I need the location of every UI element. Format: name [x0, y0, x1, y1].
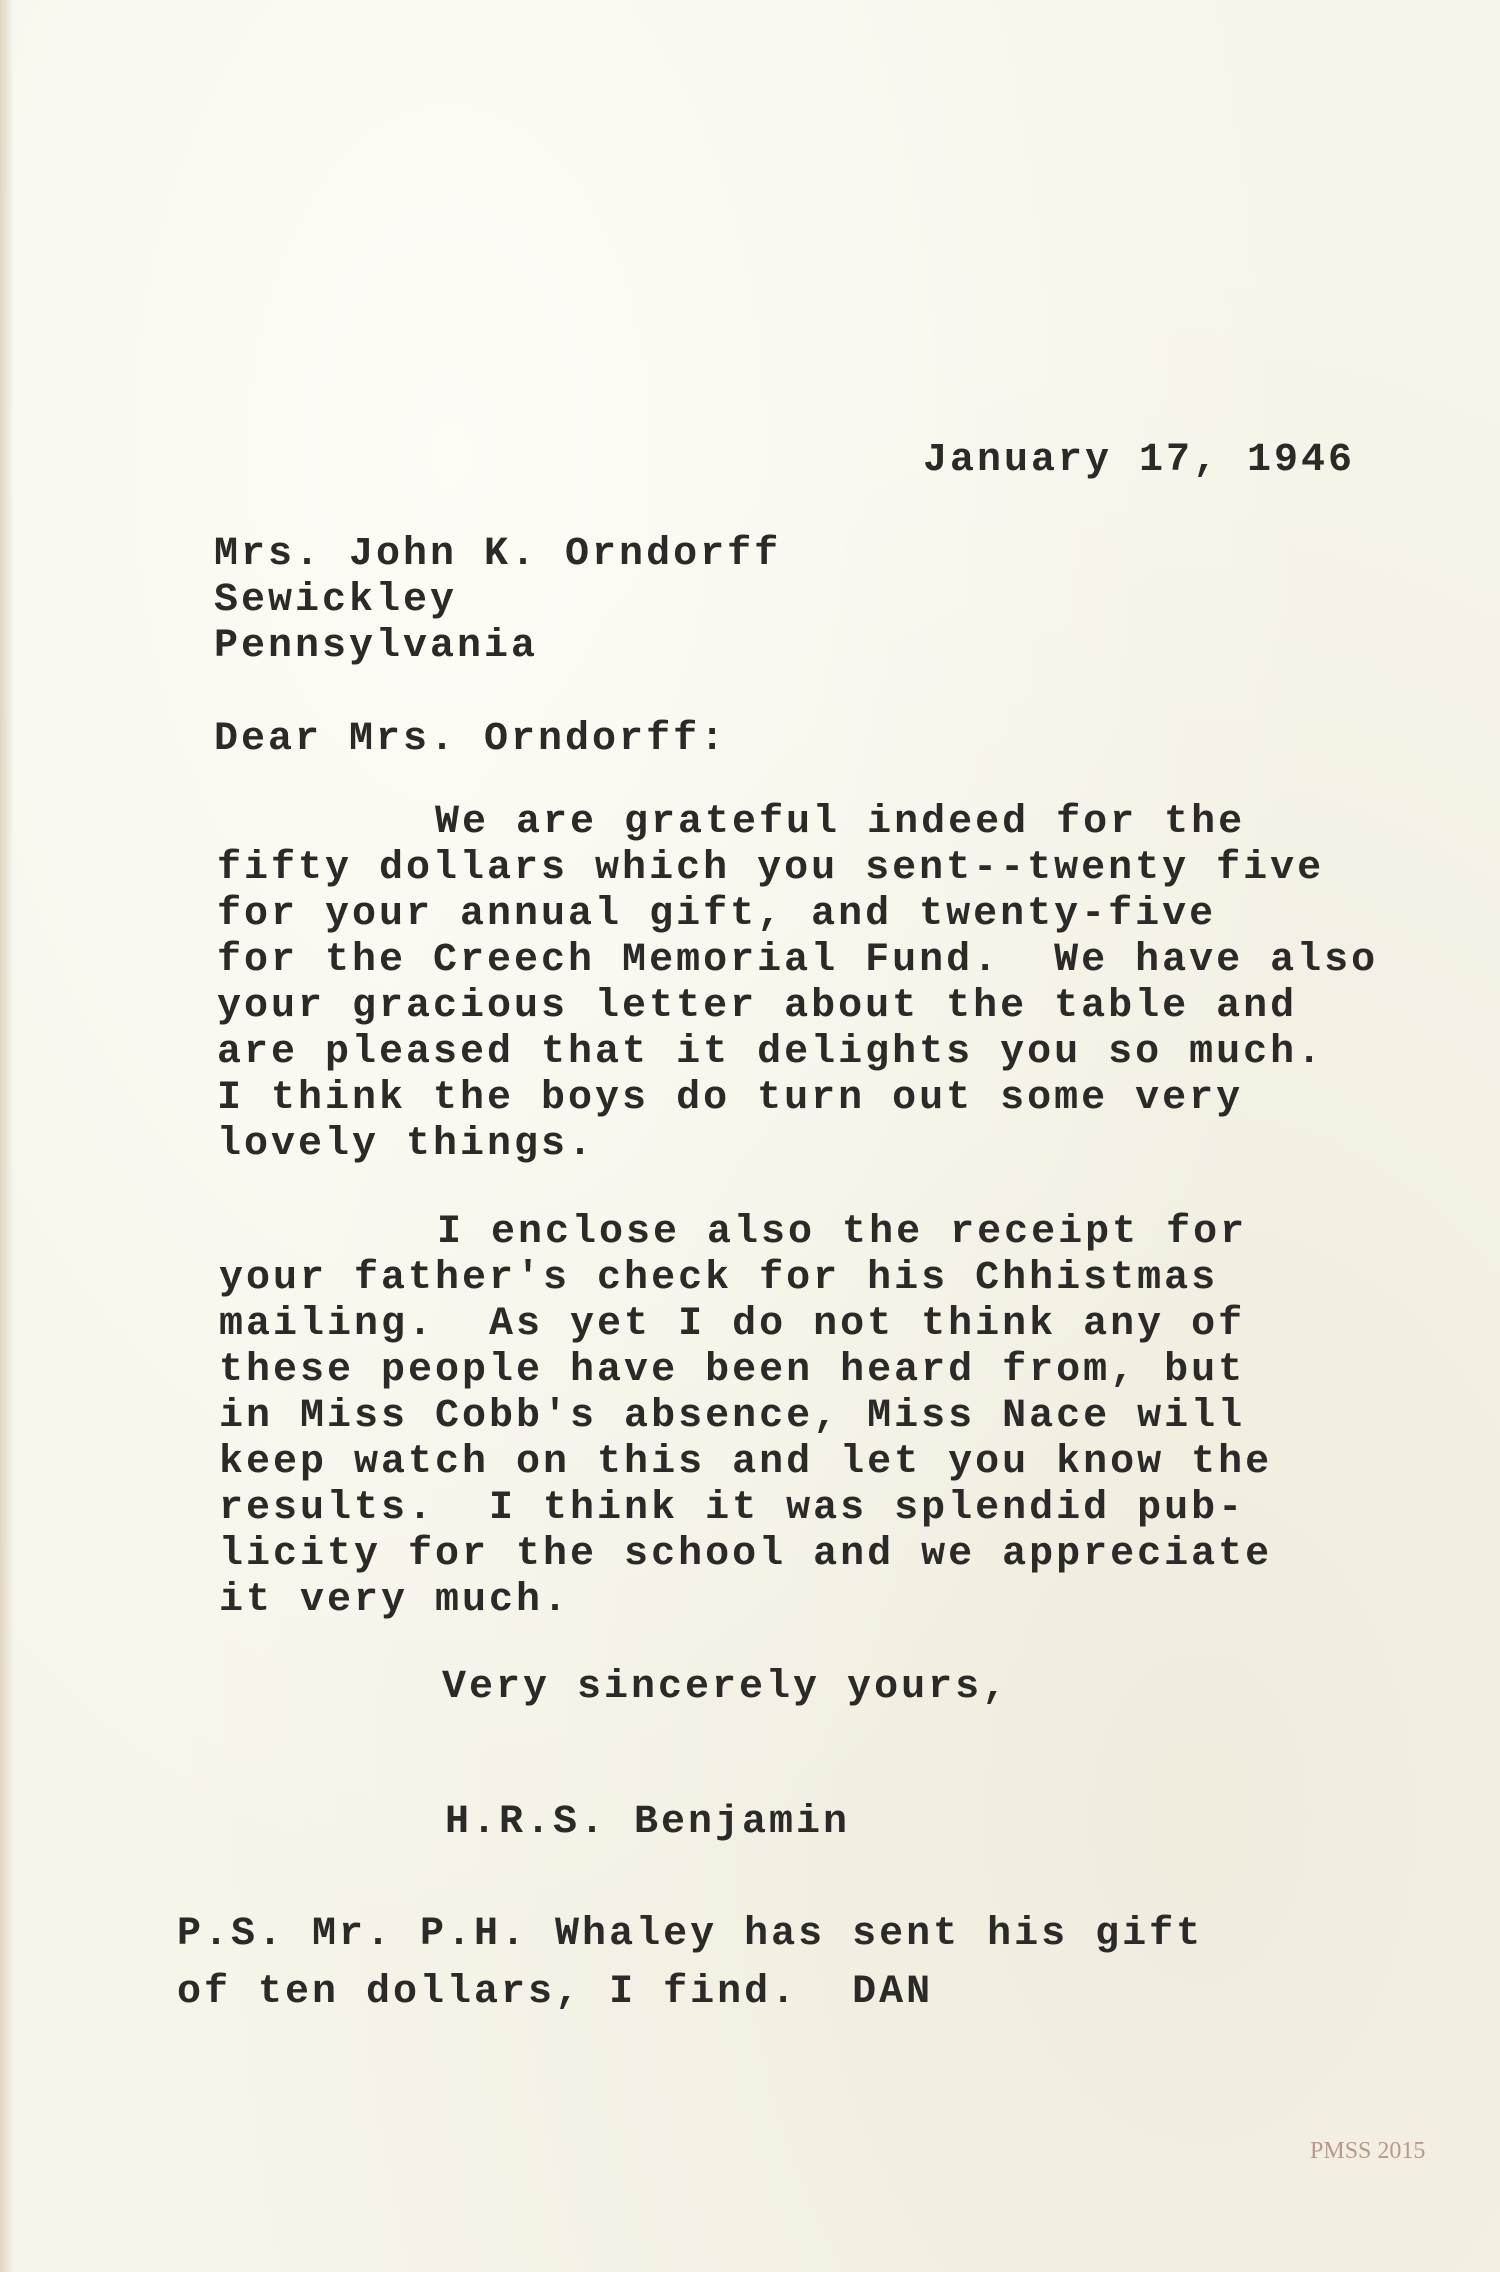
- body-line: fifty dollars which you sent--twenty five: [217, 846, 1325, 891]
- body-line: are pleased that it delights you so much.: [217, 1030, 1325, 1075]
- body-line: lovely things.: [217, 1122, 596, 1167]
- paper-edge-left: [0, 0, 14, 2272]
- salutation: Dear Mrs. Orndorff:: [214, 717, 728, 762]
- body-line: I think the boys do turn out some very: [217, 1076, 1244, 1121]
- body-line: results. I think it was splendid pub-: [219, 1486, 1246, 1531]
- postscript: [177, 1906, 1203, 2022]
- paragraph-1: [217, 800, 1378, 1168]
- body-line: licity for the school and we appreciate: [219, 1532, 1273, 1577]
- paragraph-2: [219, 1210, 1272, 1624]
- signature: H.R.S. Benjamin: [445, 1800, 851, 1845]
- closing: Very sincerely yours,: [442, 1665, 1010, 1710]
- body-line: for the Creech Memorial Fund. We have also: [217, 938, 1379, 983]
- archive-watermark: PMSS 2015: [1310, 2138, 1426, 2164]
- body-line: for your annual gift, and twenty-five: [217, 892, 1217, 937]
- address-line: Sewickley: [214, 578, 458, 623]
- postscript-line: P.S. Mr. P.H. Whaley has sent his gift: [177, 1912, 1204, 1957]
- body-line: I enclose also the receipt for: [437, 1210, 1248, 1255]
- body-line: in Miss Cobb's absence, Miss Nace will: [219, 1394, 1246, 1439]
- address-line: Pennsylvania: [214, 624, 539, 669]
- body-line: your gracious letter about the table and: [217, 984, 1298, 1029]
- postscript-line: of ten dollars, I find. DAN: [177, 1970, 934, 2015]
- address-line: Mrs. John K. Orndorff: [214, 532, 782, 577]
- body-line: these people have been heard from, but: [219, 1348, 1246, 1393]
- body-line: your father's check for his Chhistmas: [219, 1256, 1219, 1301]
- letter-date: January 17, 1946: [923, 438, 1356, 483]
- body-line: it very much.: [219, 1578, 571, 1623]
- body-line: keep watch on this and let you know the: [219, 1440, 1273, 1485]
- body-line: We are grateful indeed for the: [435, 800, 1246, 845]
- body-line: mailing. As yet I do not think any of: [219, 1302, 1246, 1347]
- recipient-address: [214, 532, 781, 670]
